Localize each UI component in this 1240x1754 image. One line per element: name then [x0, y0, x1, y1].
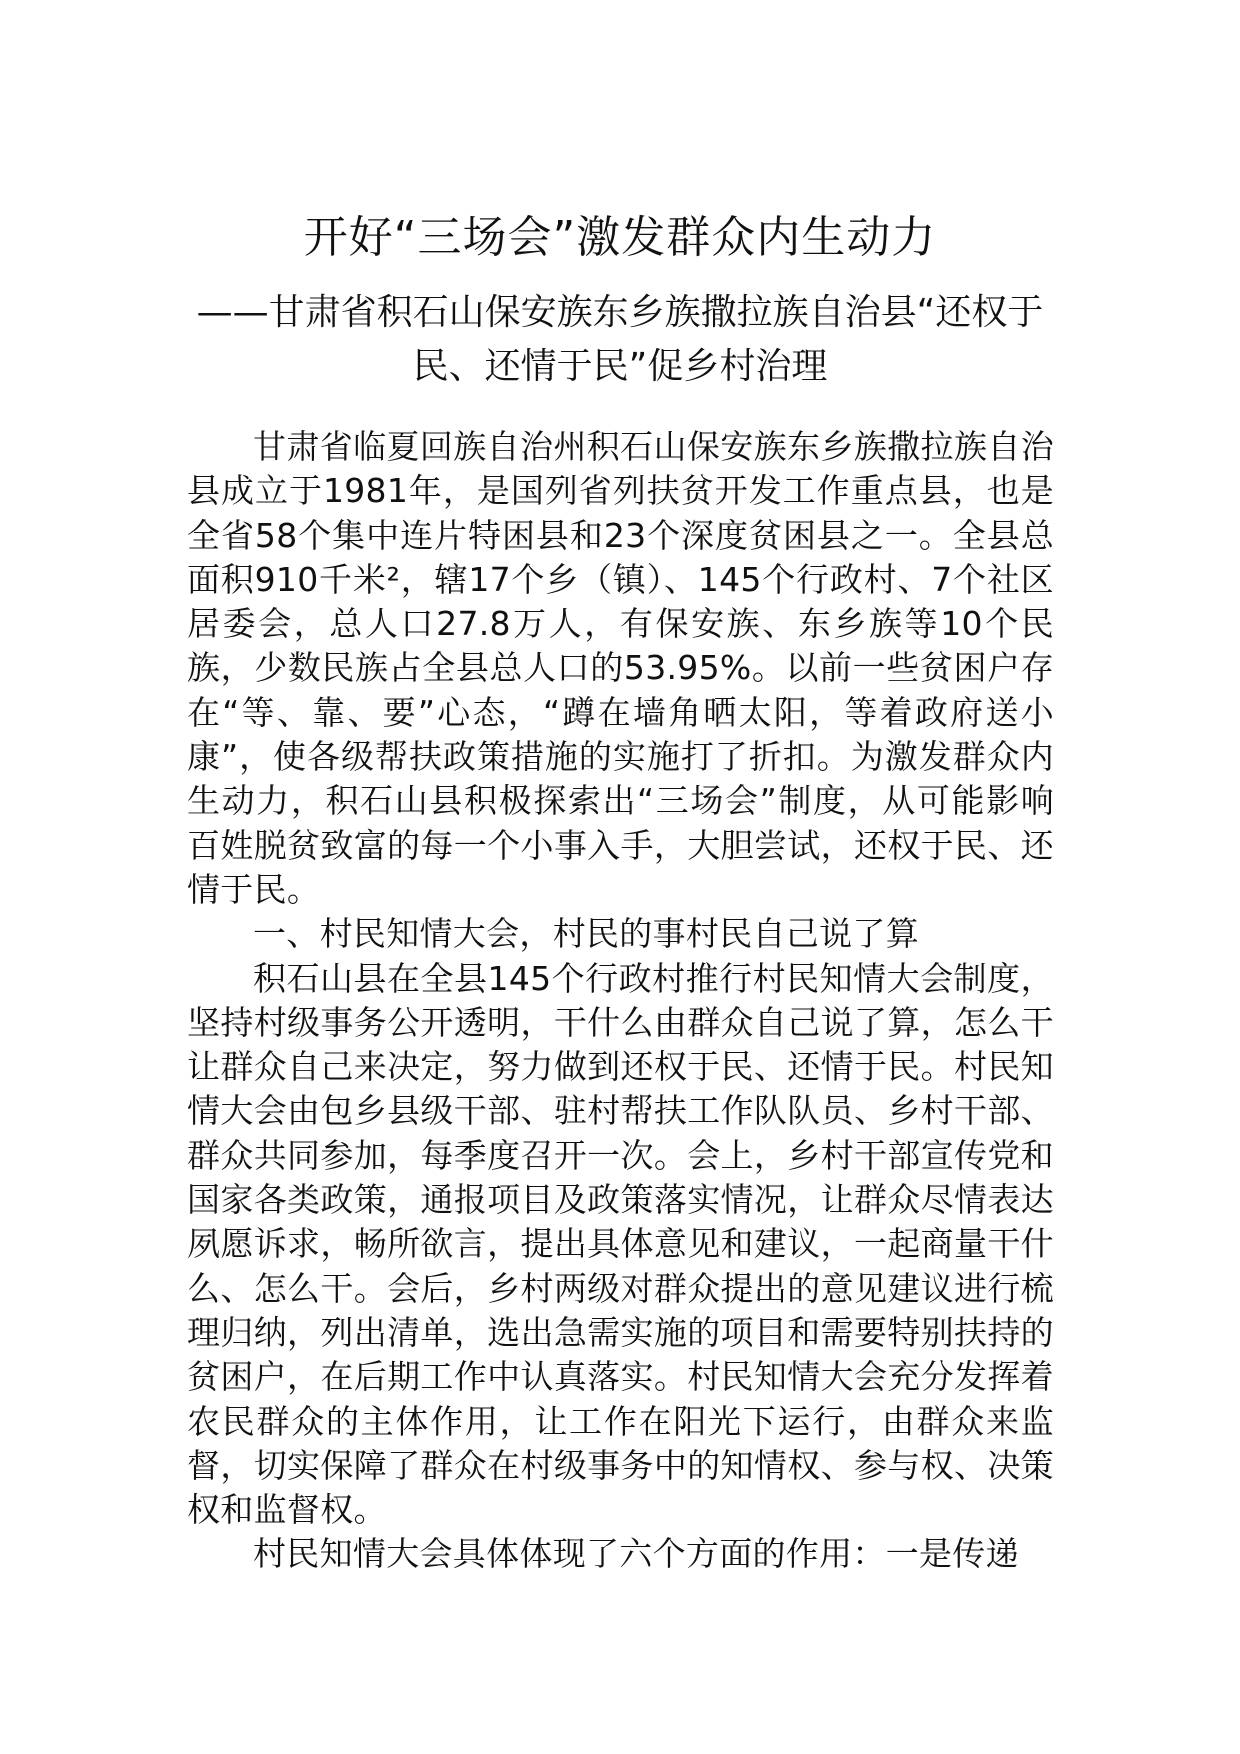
document-body — [187, 425, 1054, 1577]
section-heading-1: 一、村民知情大会，村民的事村民自己说了算 — [253, 914, 919, 954]
document-title: 开好“三场会”激发群众内生动力 — [303, 212, 937, 263]
section1-paragraph: 村民知情大会具体体现了六个方面的作用：一是传递 — [253, 1534, 1019, 1574]
document-subtitle: ——甘肃省积石山保安族东乡族撒拉族自治县“还权于民、还情于民”促乡村治理 — [196, 292, 1044, 387]
section1-paragraph: 积石山县在全县145个行政村推行村民知情大会制度，坚持村级事务公开透明，干什么由群众自己说了算，怎么干让群众自己来决定，努力做到还权于民、还情于民。村民知情大会由包乡县级干部、驻村帮扶工作队队员、乡村干部、群众共同参加，每季度召开一次。会上，乡村干部宣传党和国家各类政策，通报项目及政策落实情况，让群众尽情表达夙愿诉求，畅所欲言，提出具体意见和建议，一起商量干什么、怎么干。会后，乡村两级对群众提出的意见建议进行梳理归纳，列出清单，选出急需实施的项目和需要特别扶持的贫困户，在后期工作中认真落实。村民知情大会充分发挥着农民群众的主体作用，让工作在阳光下运行，由群众来监督，切实保障了群众在村级事务中的知情权、参与权、决策权和监督权。 — [187, 958, 1054, 1530]
intro-paragraph: 甘肃省临夏回族自治州积石山保安族东乡族撒拉族自治县成立于1981年，是国列省列扶贫开发工作重点县，也是全省58个集中连片特困县和23个深度贫困县之一。全县总面积910千米²，辖17个乡（镇）、145个行政村、7个社区居委会，总人口27.8万人，有保安族、东乡族等10个民族，少数民族占全县总人口的53.95%。以前一些贫困户存在“等、靠、要”心态，“蹲在墙角晒太阳，等着政府送小康”，使各级帮扶政策措施的实施打了折扣。为激发群众内生动力，积石山县积极探索出“三场会”制度，从可能影响百姓脱贫致富的每一个小事入手，大胆尝试，还权于民、还情于民。 — [187, 427, 1054, 909]
